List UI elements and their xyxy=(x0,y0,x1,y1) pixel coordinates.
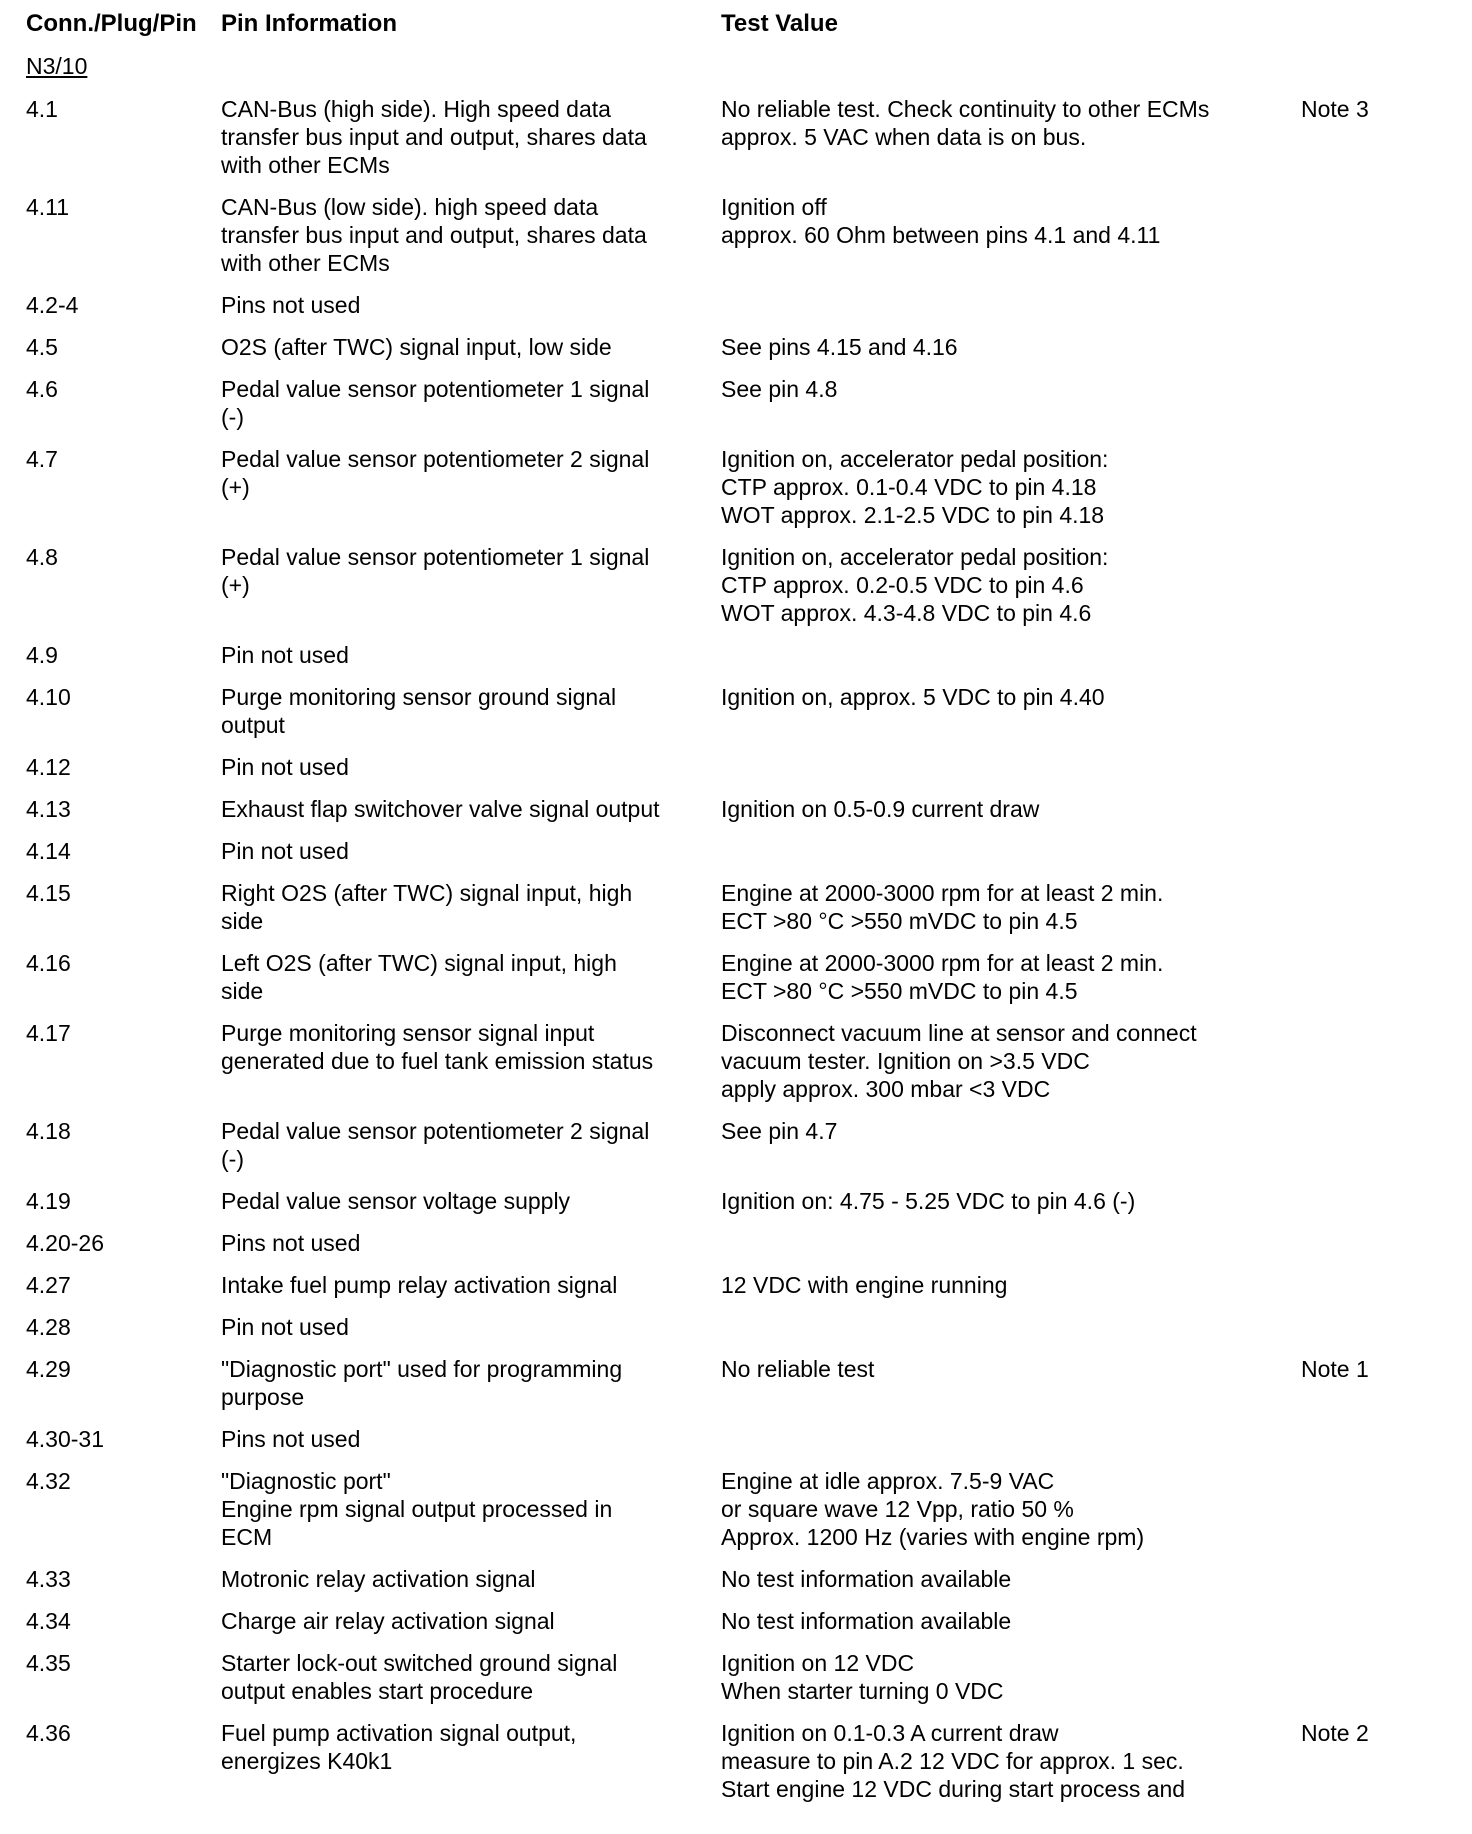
row-pin-information: Purge monitoring sensor ground signal output xyxy=(221,684,617,738)
row-pin-information: "Diagnostic port" used for programming purpose xyxy=(221,1356,623,1410)
table-row xyxy=(0,1565,1472,1607)
table-row xyxy=(0,445,1472,543)
row-pin-information: CAN-Bus (low side). high speed data transfer bus input and output, shares data with other ECMs xyxy=(221,194,647,276)
row-pin: 4.33 xyxy=(26,1566,71,1592)
row-pin-information: Pins not used xyxy=(221,292,361,318)
table-row xyxy=(0,1019,1472,1117)
row-test-value: Engine at 2000-3000 rpm for at least 2 min. ECT >80 °C >550 mVDC to pin 4.5 xyxy=(721,880,1164,934)
row-pin: 4.15 xyxy=(26,880,71,906)
row-pin-information: Pin not used xyxy=(221,1314,349,1340)
row-test-value: Ignition on 0.1-0.3 A current draw measure to pin A.2 12 VDC for approx. 1 sec. Start engine 12 VDC during start process and xyxy=(721,1720,1186,1802)
row-pin-information: Left O2S (after TWC) signal input, high side xyxy=(221,950,617,1004)
row-test-value: No reliable test xyxy=(721,1356,875,1382)
table-row xyxy=(0,1719,1472,1817)
row-test-value: Ignition on, accelerator pedal position: CTP approx. 0.2-0.5 VDC to pin 4.6 WOT approx. 4.3-4.8 VDC to pin 4.6 xyxy=(721,544,1109,626)
row-test-value: Ignition on, approx. 5 VDC to pin 4.40 xyxy=(721,684,1105,710)
row-note: Note 1 xyxy=(1301,1356,1369,1382)
table-row xyxy=(0,795,1472,837)
row-pin-information: Pedal value sensor potentiometer 2 signal (-) xyxy=(221,1118,650,1172)
row-pin: 4.10 xyxy=(26,684,71,710)
row-pin: 4.8 xyxy=(26,544,58,570)
table-row xyxy=(0,375,1472,445)
table-row xyxy=(0,1117,1472,1187)
row-pin: 4.19 xyxy=(26,1188,71,1214)
table-row xyxy=(0,683,1472,753)
row-pin: 4.30-31 xyxy=(26,1426,105,1452)
row-test-value: No reliable test. Check continuity to other ECMs approx. 5 VAC when data is on bus. xyxy=(721,96,1210,150)
table-row xyxy=(0,1313,1472,1355)
row-test-value: Disconnect vacuum line at sensor and connect vacuum tester. Ignition on >3.5 VDC apply approx. 300 mbar <3 VDC xyxy=(721,1020,1197,1102)
row-pin-information: Right O2S (after TWC) signal input, high side xyxy=(221,880,633,934)
table-body xyxy=(0,95,1472,1817)
row-note: Note 3 xyxy=(1301,96,1369,122)
row-test-value: See pin 4.7 xyxy=(721,1118,838,1144)
row-pin-information: "Diagnostic port" Engine rpm signal output processed in ECM xyxy=(221,1468,613,1550)
row-test-value: Ignition off approx. 60 Ohm between pins 4.1 and 4.11 xyxy=(721,194,1161,248)
row-pin: 4.11 xyxy=(26,194,70,220)
row-pin: 4.36 xyxy=(26,1720,71,1746)
row-test-value: See pins 4.15 and 4.16 xyxy=(721,334,958,360)
row-pin-information: O2S (after TWC) signal input, low side xyxy=(221,334,612,360)
row-pin: 4.13 xyxy=(26,796,71,822)
table-row xyxy=(0,1187,1472,1229)
row-pin: 4.2-4 xyxy=(26,292,79,318)
table-row xyxy=(0,543,1472,641)
row-test-value: No test information available xyxy=(721,1566,1012,1592)
row-pin: 4.17 xyxy=(26,1020,71,1046)
row-pin: 4.5 xyxy=(26,334,58,360)
row-test-value: See pin 4.8 xyxy=(721,376,838,402)
row-pin-information: Starter lock-out switched ground signal output enables start procedure xyxy=(221,1650,618,1704)
row-note: Note 2 xyxy=(1301,1720,1369,1746)
row-test-value: Ignition on: 4.75 - 5.25 VDC to pin 4.6 (-) xyxy=(721,1188,1136,1214)
row-test-value: Ignition on, accelerator pedal position: CTP approx. 0.1-0.4 VDC to pin 4.18 WOT approx. 2.1-2.5 VDC to pin 4.18 xyxy=(721,446,1109,528)
table-header xyxy=(0,10,1472,42)
row-test-value: Engine at idle approx. 7.5-9 VAC or square wave 12 Vpp, ratio 50 % Approx. 1200 Hz (varies with engine rpm) xyxy=(721,1468,1145,1550)
row-pin: 4.27 xyxy=(26,1272,71,1298)
table-row xyxy=(0,1607,1472,1649)
row-pin-information: Pins not used xyxy=(221,1230,361,1256)
row-pin-information: Intake fuel pump relay activation signal xyxy=(221,1272,618,1298)
table-row xyxy=(0,641,1472,683)
table-row xyxy=(0,1425,1472,1467)
section-title: N3/10 xyxy=(26,53,88,79)
table-row xyxy=(0,95,1472,193)
row-pin: 4.20-26 xyxy=(26,1230,105,1256)
row-pin-information: Pins not used xyxy=(221,1426,361,1452)
row-test-value: Engine at 2000-3000 rpm for at least 2 min. ECT >80 °C >550 mVDC to pin 4.5 xyxy=(721,950,1164,1004)
header-test-value: Test Value xyxy=(721,10,838,37)
row-pin: 4.16 xyxy=(26,950,71,976)
row-pin: 4.34 xyxy=(26,1608,71,1634)
header-pin-information: Pin Information xyxy=(221,10,397,37)
table-row xyxy=(0,333,1472,375)
table-row xyxy=(0,837,1472,879)
row-pin-information: Pedal value sensor potentiometer 2 signal (+) xyxy=(221,446,650,500)
row-pin: 4.14 xyxy=(26,838,71,864)
row-pin: 4.1 xyxy=(26,96,58,122)
row-pin-information: Purge monitoring sensor signal input generated due to fuel tank emission status xyxy=(221,1020,654,1074)
row-pin-information: Exhaust flap switchover valve signal output xyxy=(221,796,660,822)
row-pin-information: Pedal value sensor potentiometer 1 signal (-) xyxy=(221,376,650,430)
row-pin: 4.7 xyxy=(26,446,58,472)
row-pin: 4.32 xyxy=(26,1468,71,1494)
row-pin-information: Pedal value sensor voltage supply xyxy=(221,1188,571,1214)
row-test-value: Ignition on 12 VDC When starter turning 0 VDC xyxy=(721,1650,1004,1704)
table-row xyxy=(0,1467,1472,1565)
table-row xyxy=(0,1271,1472,1313)
row-pin-information: Pin not used xyxy=(221,642,349,668)
table-row xyxy=(0,1649,1472,1719)
table-row xyxy=(0,1229,1472,1271)
row-test-value: 12 VDC with engine running xyxy=(721,1272,1008,1298)
row-pin: 4.35 xyxy=(26,1650,71,1676)
row-pin: 4.28 xyxy=(26,1314,71,1340)
header-pin: Conn./Plug/Pin xyxy=(26,10,197,37)
row-test-value: No test information available xyxy=(721,1608,1012,1634)
row-pin-information: Motronic relay activation signal xyxy=(221,1566,536,1592)
table-row xyxy=(0,879,1472,949)
row-pin-information: CAN-Bus (high side). High speed data transfer bus input and output, shares data with other ECMs xyxy=(221,96,647,178)
row-pin-information: Fuel pump activation signal output, energizes K40k1 xyxy=(221,1720,577,1774)
row-pin-information: Pin not used xyxy=(221,754,349,780)
table-row xyxy=(0,949,1472,1019)
row-pin: 4.18 xyxy=(26,1118,71,1144)
row-pin-information: Pedal value sensor potentiometer 1 signal (+) xyxy=(221,544,650,598)
row-pin: 4.6 xyxy=(26,376,58,402)
row-pin: 4.9 xyxy=(26,642,58,668)
row-pin: 4.29 xyxy=(26,1356,71,1382)
row-pin-information: Charge air relay activation signal xyxy=(221,1608,555,1634)
row-pin-information: Pin not used xyxy=(221,838,349,864)
table-row xyxy=(0,1355,1472,1425)
table-row xyxy=(0,291,1472,333)
table-row xyxy=(0,753,1472,795)
row-pin: 4.12 xyxy=(26,754,71,780)
row-test-value: Ignition on 0.5-0.9 current draw xyxy=(721,796,1040,822)
table-row xyxy=(0,193,1472,291)
